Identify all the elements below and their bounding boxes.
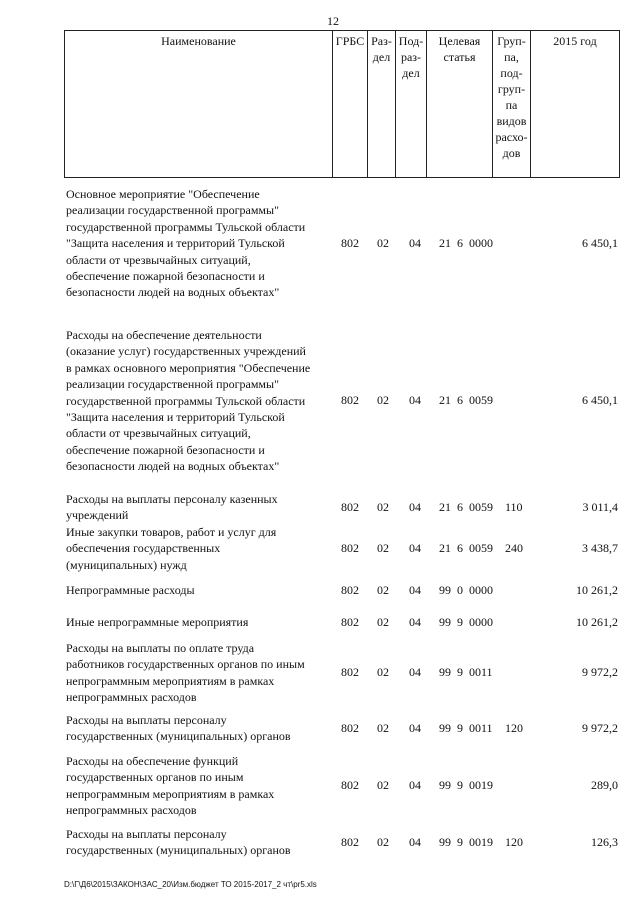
row-grbs: 802 (341, 500, 359, 514)
row-razdel: 02 (377, 393, 389, 407)
table-header (64, 30, 620, 178)
row-name (66, 712, 331, 745)
row-amount: 3 438,7 (582, 541, 618, 555)
row-razdel: 02 (377, 236, 389, 250)
row-grbs: 802 (341, 778, 359, 792)
row-amount: 10 261,2 (576, 583, 618, 597)
row-name (66, 640, 331, 706)
header-podrazdel-line: раз- (400, 50, 422, 64)
row-name-line: безопасности людей на водных объектах" (66, 285, 280, 300)
row-name (66, 826, 331, 859)
row-target-article: 21 6 0000 (439, 236, 493, 250)
row-name-line: Расходы на выплаты персоналу казенных (66, 492, 278, 506)
header-razdel-line: Раз- (371, 34, 392, 48)
row-target-article: 99 0 0000 (439, 583, 493, 597)
row-name-line: непрограммным мероприятиям в рамках (66, 786, 275, 801)
row-expense-type: 120 (505, 835, 523, 849)
row-name-line: в рамках основного мероприятия "Обеспечение (66, 360, 311, 375)
header-gruppa-line: па, (504, 50, 519, 64)
row-name (66, 524, 331, 573)
header-year-label: 2015 год (553, 34, 597, 48)
header-name-label: Наименование (161, 34, 236, 48)
row-podrazdel: 04 (409, 721, 421, 735)
row-name (66, 582, 331, 598)
row-name-line: реализации государственной программы" (66, 203, 279, 218)
row-grbs: 802 (341, 665, 359, 679)
row-name-line: "Защита населения и территорий Тульской (66, 236, 285, 251)
header-celevaya (427, 31, 493, 177)
row-expense-type: 240 (505, 541, 523, 555)
row-grbs: 802 (341, 393, 359, 407)
row-name (66, 753, 331, 819)
row-target-article: 99 9 0000 (439, 615, 493, 629)
row-name-line: Расходы на обеспечение функций (66, 754, 239, 768)
row-name-line: (муниципальных) нужд (66, 557, 187, 572)
row-razdel: 02 (377, 778, 389, 792)
header-gruppa-line: па (505, 98, 518, 112)
header-grbs-label: ГРБС (335, 34, 365, 48)
row-expense-type: 110 (505, 500, 523, 514)
row-razdel: 02 (377, 665, 389, 679)
row-name (66, 327, 331, 475)
row-name-line: непрограммных расходов (66, 803, 197, 818)
row-name-line: государственных (муниципальных) органов (66, 729, 291, 744)
header-celevaya-line: статья (443, 50, 476, 64)
row-amount: 289,0 (591, 778, 618, 792)
header-gruppa-line: под- (500, 66, 523, 80)
header-name (65, 31, 333, 177)
row-target-article: 21 6 0059 (439, 500, 493, 514)
row-target-article: 99 9 0011 (439, 665, 493, 679)
row-name-line: Основное мероприятие "Обеспечение (66, 187, 260, 201)
row-expense-type: 120 (505, 721, 523, 735)
row-podrazdel: 04 (409, 541, 421, 555)
header-celevaya-line: Целевая (438, 34, 481, 48)
row-podrazdel: 04 (409, 583, 421, 597)
row-amount: 6 450,1 (582, 236, 618, 250)
row-name-line: непрограммных расходов (66, 690, 197, 705)
file-path-footer: D:\Г\Д6\2015\ЗАКОН\ЗАС_20\Изм.бюджет ТО 2015-2017_2 чт\pr5.xls (64, 880, 317, 889)
row-grbs: 802 (341, 236, 359, 250)
row-name-line: безопасности людей на водных объектах" (66, 459, 280, 474)
row-name-line: Расходы на выплаты персоналу (66, 713, 227, 727)
row-name-line: учреждений (66, 508, 129, 523)
row-name-line: области от чрезвычайных ситуаций, (66, 252, 251, 267)
row-name-line: обеспечение пожарной безопасности и (66, 269, 265, 284)
row-target-article: 21 6 0059 (439, 393, 493, 407)
row-podrazdel: 04 (409, 615, 421, 629)
row-name-line: государственной программы Тульской области (66, 219, 306, 234)
row-razdel: 02 (377, 500, 389, 514)
row-razdel: 02 (377, 541, 389, 555)
row-amount: 9 972,2 (582, 721, 618, 735)
row-name-line: Иные закупки товаров, работ и услуг для (66, 525, 277, 539)
row-grbs: 802 (341, 835, 359, 849)
row-razdel: 02 (377, 835, 389, 849)
row-grbs: 802 (341, 583, 359, 597)
row-target-article: 99 9 0019 (439, 835, 493, 849)
row-name-line: Расходы на выплаты по оплате труда (66, 641, 255, 655)
row-name (66, 614, 331, 630)
row-podrazdel: 04 (409, 835, 421, 849)
header-podrazdel-line: Под- (398, 34, 424, 48)
row-podrazdel: 04 (409, 665, 421, 679)
row-grbs: 802 (341, 615, 359, 629)
header-grbs (333, 31, 368, 177)
row-name-line: непрограммным мероприятиям в рамках (66, 673, 275, 688)
row-name-line: обеспечения государственных (66, 541, 221, 556)
header-gruppa-line: груп- (497, 82, 526, 96)
row-grbs: 802 (341, 541, 359, 555)
row-name-line: государственных (муниципальных) органов (66, 843, 291, 858)
row-amount: 6 450,1 (582, 393, 618, 407)
row-name-line: работников государственных органов по иным (66, 657, 305, 672)
row-podrazdel: 04 (409, 778, 421, 792)
row-name-line: обеспечение пожарной безопасности и (66, 442, 265, 457)
header-podrazdel-line: дел (402, 66, 420, 80)
header-razdel (368, 31, 396, 177)
row-name-line: Расходы на выплаты персоналу (66, 827, 227, 841)
row-target-article: 99 9 0011 (439, 721, 493, 735)
header-gruppa-line: дов (502, 146, 521, 160)
row-razdel: 02 (377, 583, 389, 597)
row-name-line: Расходы на обеспечение деятельности (66, 328, 262, 342)
row-podrazdel: 04 (409, 393, 421, 407)
page-number: 12 (327, 14, 339, 28)
row-amount: 3 011,4 (582, 500, 618, 514)
row-grbs: 802 (341, 721, 359, 735)
row-target-article: 21 6 0059 (439, 541, 493, 555)
row-amount: 126,3 (591, 835, 618, 849)
row-target-article: 99 9 0019 (439, 778, 493, 792)
row-name-line: Непрограммные расходы (66, 583, 195, 597)
row-podrazdel: 04 (409, 500, 421, 514)
header-gruppa (493, 31, 531, 177)
row-name-line: (оказание услуг) государственных учреждений (66, 344, 306, 359)
header-gruppa-line: расхо- (495, 130, 528, 144)
row-razdel: 02 (377, 721, 389, 735)
row-name-line: "Защита населения и территорий Тульской (66, 410, 285, 425)
row-name (66, 491, 331, 524)
row-podrazdel: 04 (409, 236, 421, 250)
row-amount: 10 261,2 (576, 615, 618, 629)
row-name-line: области от чрезвычайных ситуаций, (66, 426, 251, 441)
row-name-line: Иные непрограммные мероприятия (66, 615, 249, 629)
header-gruppa-line: видов (496, 114, 527, 128)
row-name-line: государственных органов по иным (66, 770, 244, 785)
header-podrazdel (396, 31, 427, 177)
row-razdel: 02 (377, 615, 389, 629)
row-amount: 9 972,2 (582, 665, 618, 679)
row-name (66, 186, 331, 301)
row-name-line: государственной программы Тульской области (66, 393, 306, 408)
header-razdel-line: дел (372, 50, 391, 64)
row-name-line: реализации государственной программы" (66, 377, 279, 392)
header-year (531, 31, 619, 177)
header-gruppa-line: Груп- (497, 34, 526, 48)
